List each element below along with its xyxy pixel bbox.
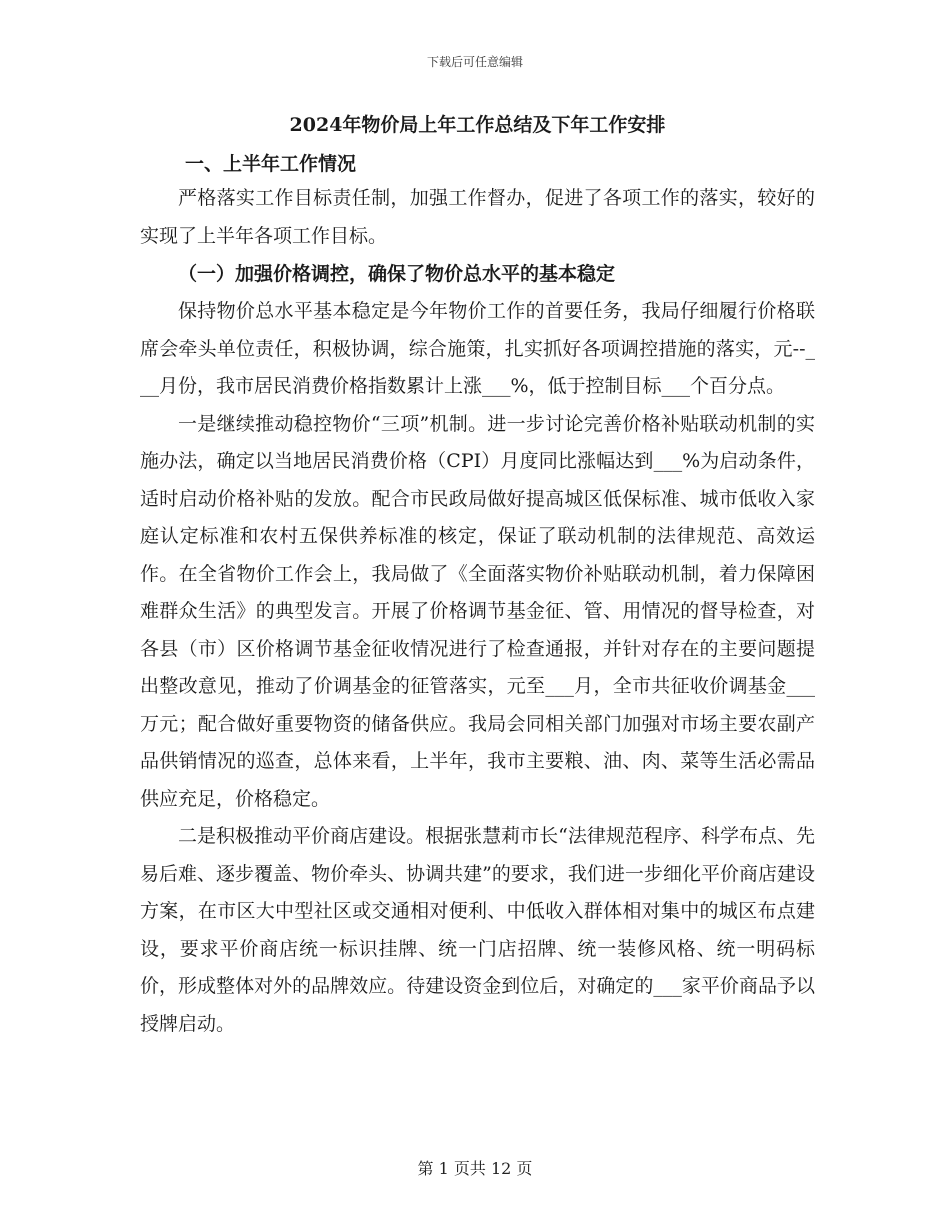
paragraph-3: 二是积极推动平价商店建设。根据张慧莉市长“法律规范程序、科学布点、先易后难、逐步覆盖、物价牵头、协调共建”的要求，我们进一步细化平价商店建设方案，在市区大中型社区或交通相对便利、中低收入群体相对集中的城区布点建设，要求平价商店统一标识挂牌、统一门店招牌、统一装修风格、统一明码标价，形成整体对外的品牌效应。待建设资金到位后，对确定的___家平价商品予以授牌启动。 bbox=[140, 825, 815, 1035]
section-heading-1: 一、上半年工作情况 bbox=[185, 153, 357, 175]
paragraph-1: 保持物价总水平基本稳定是今年物价工作的首要任务，我局仔细履行价格联席会牵头单位责任，积极协调，综合施策，扎实抓好各项调控措施的落实，元--___月份，我市居民消费价格指数累计上涨___%，低于控制目标___个百分点。 bbox=[140, 300, 815, 397]
document-title: 2024年物价局上年工作总结及下年工作安排 bbox=[289, 114, 666, 136]
page-footer: 第 1 页共 12 页 bbox=[417, 1159, 533, 1178]
page-header: 下载后可任意编辑 bbox=[426, 55, 523, 69]
paragraph-intro: 严格落实工作目标责任制，加强工作督办，促进了各项工作的落实，较好的实现了上半年各项工作目标。 bbox=[140, 187, 815, 247]
subsection-heading-1: （一）加强价格调控，确保了物价总水平的基本稳定 bbox=[178, 263, 616, 285]
paragraph-2: 一是继续推动稳控物价“三项”机制。进一步讨论完善价格补贴联动机制的实施办法，确定以当地居民消费价格（CPI）月度同比涨幅达到___%为启动条件，适时启动价格补贴的发放。配合市民政局做好提高城区低保标准、城市低收入家庭认定标准和农村五保供养标准的核定，保证了联动机制的法律规范、高效运作。在全省物价工作会上，我局做了《全面落实物价补贴联动机制，着力保障困难群众生活》的典型发言。开展了价格调节基金征、管、用情况的督导检查，对各县（市）区价格调节基金征收情况进行了检查通报，并针对存在的主要问题提出整改意见，推动了价调基金的征管落实，元至___月，全市共征收价调基金___万元；配合做好重要物资的储备供应。我局会同相关部门加强对市场主要农副产品供销情况的巡查，总体来看，上半年，我市主要粮、油、肉、菜等生活必需品供应充足，价格稳定。 bbox=[140, 412, 815, 810]
document-body bbox=[140, 110, 815, 1043]
